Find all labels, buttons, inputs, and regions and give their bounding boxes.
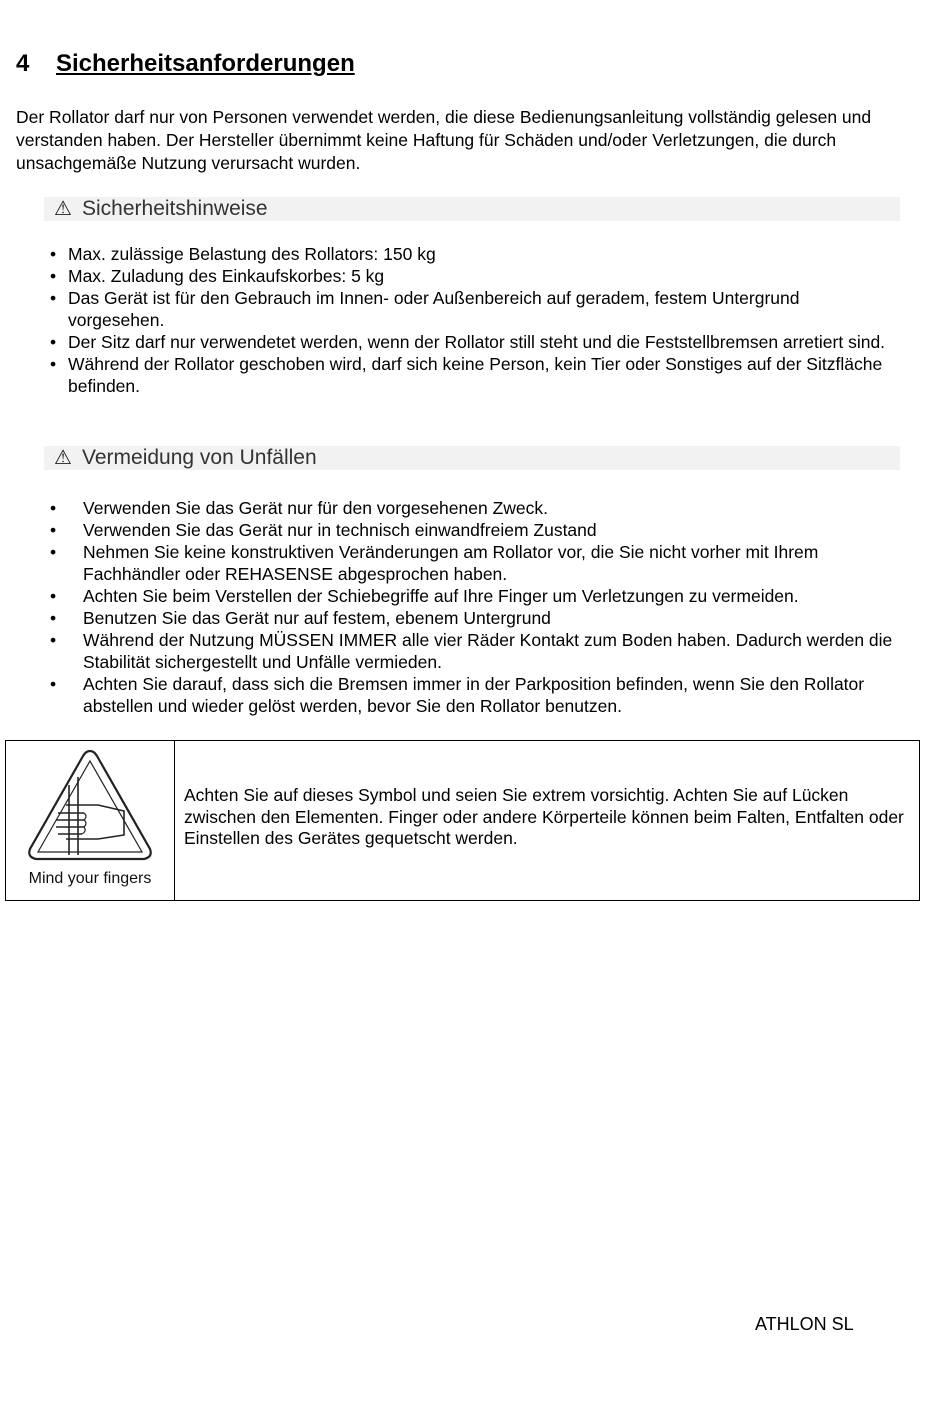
bullet-icon: • [50, 630, 57, 650]
list-item: • Das Gerät ist für den Gebrauch im Innen- oder Außenbereich auf geradem, festem Untergrund vorgesehen. [50, 288, 800, 330]
safety-notes-list [50, 243, 900, 397]
accident-prevention-title: Vermeidung von Unfällen [82, 446, 317, 469]
accident-prevention-header [44, 446, 900, 470]
bullet-icon: • [50, 674, 57, 694]
list-item: • Verwenden Sie das Gerät nur in technisch einwandfreiem Zustand [50, 520, 597, 540]
symbol-cell [6, 741, 175, 900]
footer-product-name: ATHLON SL [755, 1314, 854, 1334]
list-item: • Max. zulässige Belastung des Rollators: 150 kg [50, 244, 436, 264]
list-item: • Achten Sie darauf, dass sich die Bremsen immer in der Parkposition befinden, wenn Sie den Rollator abstellen und wieder gelöst werden, bevor Sie den Rollator benutzen. [50, 674, 865, 716]
bullet-icon: • [50, 498, 57, 518]
list-item: • Achten Sie beim Verstellen der Schiebegriffe auf Ihre Finger um Verletzungen zu vermeiden. [50, 586, 799, 606]
bullet-icon: • [50, 332, 57, 352]
section-heading [16, 50, 355, 78]
warning-triangle-icon: ⚠ [54, 447, 72, 469]
accident-prevention-list [50, 497, 900, 717]
warning-triangle-icon: ⚠ [54, 198, 72, 220]
bullet-icon: • [50, 520, 57, 540]
bullet-icon: • [50, 266, 57, 286]
bullet-icon: • [50, 608, 57, 628]
bullet-icon: • [50, 288, 57, 308]
list-item: • Der Sitz darf nur verwendetet werden, wenn der Rollator still steht und die Feststellbremsen arretiert sind. [50, 332, 886, 352]
bullet-icon: • [50, 586, 57, 606]
list-item: • Während der Rollator geschoben wird, darf sich keine Person, kein Tier oder Sonstiges auf der Sitzfläche befinden. [50, 354, 883, 396]
list-item: • Während der Nutzung MÜSSEN IMMER alle vier Räder Kontakt zum Boden haben. Dadurch werden die Stabilität sichergestellt und Unfälle vermieden. [50, 630, 893, 672]
section-number: 4 [16, 50, 30, 77]
finger-warning-text: Achten Sie auf dieses Symbol und seien Sie extrem vorsichtig. Achten Sie auf Lücken zwischen den Elementen. Finger oder andere Körperteile können beim Falten, Entfalten oder Einstellen des Gerätes gequetscht werden. [184, 785, 904, 848]
bullet-icon: • [50, 542, 57, 562]
intro-paragraph: Der Rollator darf nur von Personen verwendet werden, die diese Bedienungsanleitung vollständig gelesen und verstanden haben. Der Hersteller übernimmt keine Haftung für Schäden und/oder Verletzungen, die durch unsachgemäße Nutzung verursacht wurden. [16, 107, 872, 173]
bullet-icon: • [50, 354, 57, 374]
list-item: • Benutzen Sie das Gerät nur auf festem, ebenem Untergrund [50, 608, 551, 628]
symbol-caption: Mind your fingers [28, 870, 152, 887]
section-title: Sicherheitsanforderungen [56, 50, 355, 77]
bullet-icon: • [50, 244, 57, 264]
finger-warning-table [5, 740, 920, 901]
mind-your-fingers-icon [26, 747, 154, 865]
list-item: • Verwenden Sie das Gerät nur für den vorgesehenen Zweck. [50, 498, 548, 518]
list-item: • Max. Zuladung des Einkaufskorbes: 5 kg [50, 266, 385, 286]
list-item: • Nehmen Sie keine konstruktiven Veränderungen am Rollator vor, die Sie nicht vorher mit Ihrem Fachhändler oder REHASENSE abgesprochen haben. [50, 542, 819, 584]
safety-notes-title: Sicherheitshinweise [82, 197, 268, 220]
safety-notes-header [44, 197, 900, 221]
